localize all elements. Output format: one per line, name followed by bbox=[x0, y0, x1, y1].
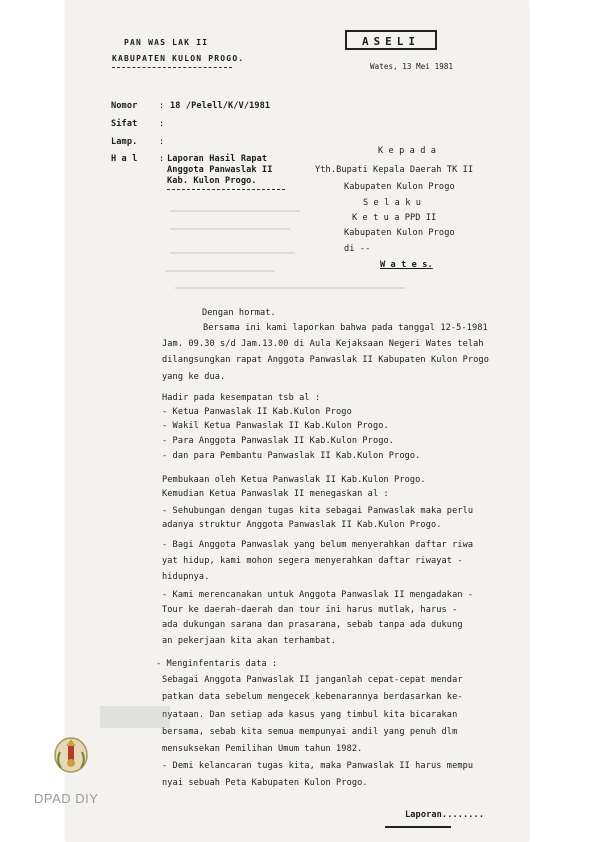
hadir-item: - dan para Pembantu Panwaslak II Kab.Kulon Progo. bbox=[162, 451, 421, 461]
point-line: hidupnya. bbox=[162, 572, 210, 582]
page-bottom-rule bbox=[385, 826, 451, 828]
point-line: an pekerjaan kita akan terhambat. bbox=[162, 636, 337, 646]
point-line: - Sehubungan dengan tugas kita sebagai Panwaslak maka perlu bbox=[162, 506, 474, 516]
inventaris-line: bersama, sebab kita semua mempunyai andil yang penuh dlm bbox=[162, 727, 458, 737]
inventaris-line: mensuksekan Pemilihan Umum tahun 1982. bbox=[162, 744, 363, 754]
inventaris-line: nyai sebuah Peta Kabupaten Kulon Progo. bbox=[162, 778, 368, 788]
intro-line: yang ke dua. bbox=[162, 372, 226, 382]
pembukaan-line: Pembukaan oleh Ketua Panwaslak II Kab.Kulon Progo. bbox=[162, 475, 426, 485]
addressee-line: K e t u a PPD II bbox=[352, 213, 437, 223]
archive-watermark: DPAD DIY bbox=[34, 791, 99, 806]
point-line: yat hidup, kami mohon segera menyerahkan daftar riwayat - bbox=[162, 556, 463, 566]
org-line-2: KABUPATEN KULON PROGO. bbox=[112, 54, 245, 63]
inventaris-heading: - Menginfentaris data : bbox=[156, 659, 278, 669]
point-line: ada dukungan sarana dan prasarana, sebab tanpa ada dukung bbox=[162, 620, 463, 630]
hadir-item: - Ketua Panwaslak II Kab.Kulon Progo bbox=[162, 407, 352, 417]
kepada-label: K e p a d a bbox=[378, 146, 437, 156]
hal-line: Anggota Panwaslak II bbox=[167, 165, 273, 175]
hadir-item: - Wakil Ketua Panwaslak II Kab.Kulon Progo. bbox=[162, 421, 389, 431]
point-line: Tour ke daerah-daerah dan tour ini harus mutlak, harus - bbox=[162, 605, 458, 615]
bleed-through-mark bbox=[165, 270, 275, 272]
archive-stamp-smudge bbox=[100, 706, 170, 728]
sifat-colon: : bbox=[159, 119, 165, 129]
addressee-line: Kabupaten Kulon Progo bbox=[344, 182, 455, 192]
bleed-through-mark bbox=[175, 287, 405, 289]
addressee-line: di -- bbox=[344, 244, 371, 254]
salutation: Dengan hormat. bbox=[202, 308, 276, 318]
addressee-line: Kabupaten Kulon Progo bbox=[344, 228, 455, 238]
bleed-through-mark bbox=[170, 210, 300, 212]
intro-line: dilangsungkan rapat Anggota Panwaslak II Kabupaten Kulon Progo bbox=[162, 355, 489, 365]
lamp-colon: : bbox=[159, 137, 165, 147]
hal-underline bbox=[167, 189, 285, 190]
intro-line: Bersama ini kami laporkan bahwa pada tanggal 12-5-1981 bbox=[203, 323, 488, 333]
inventaris-line: nyataan. Dan setiap ada kasus yang timbul kita bicarakan bbox=[162, 710, 458, 720]
bleed-through-mark bbox=[170, 252, 295, 254]
sifat-label: Sifat bbox=[111, 119, 138, 129]
nomor-value: 18 /Pelell/K/V/1981 bbox=[170, 101, 271, 111]
selaku-label: S e l a k u bbox=[363, 198, 422, 208]
hadir-heading: Hadir pada kesempatan tsb al : bbox=[162, 393, 321, 403]
nomor-label: Nomor bbox=[111, 101, 138, 111]
point-line: - Kami merencanakan untuk Anggota Panwaslak II mengadakan - bbox=[162, 590, 474, 600]
inventaris-line: - Demi kelancaran tugas kita, maka Panwaslak II harus mempu bbox=[162, 761, 474, 771]
intro-line: Jam. 09.30 s/d Jam.13.00 di Aula Kejaksaan Negeri Wates telah bbox=[162, 339, 484, 349]
continuation-mark: Laporan........ bbox=[405, 810, 485, 820]
header-underline bbox=[112, 67, 232, 68]
bleed-through-mark bbox=[170, 228, 290, 230]
aseli-stamp: ASELI bbox=[345, 30, 437, 50]
addressee-city: W a t e s. bbox=[380, 260, 433, 270]
hal-colon: : bbox=[159, 154, 165, 164]
point-line: - Bagi Anggota Panwaslak yang belum menyerahkan daftar riwa bbox=[162, 540, 474, 550]
lamp-label: Lamp. bbox=[111, 137, 138, 147]
org-line-1: PAN WAS LAK II bbox=[124, 38, 209, 47]
inventaris-line: Sebagai Anggota Panwaslak II janganlah cepat-cepat mendar bbox=[162, 675, 463, 685]
point-line: adanya struktur Anggota Panwaslak II Kab.Kulon Progo. bbox=[162, 520, 442, 530]
archive-seal-icon bbox=[50, 730, 92, 776]
kemudian-line: Kemudian Ketua Panwaslak II menegaskan al : bbox=[162, 489, 389, 499]
letter-date: Wates, 13 Mei 1981 bbox=[370, 62, 454, 71]
hal-line: Kab. Kulon Progo. bbox=[167, 176, 257, 186]
inventaris-line: patkan data sebelum mengecek kebenarannya berdasarkan ke- bbox=[162, 692, 463, 702]
hadir-item: - Para Anggota Panwaslak II Kab.Kulon Progo. bbox=[162, 436, 395, 446]
hal-line: Laporan Hasil Rapat bbox=[167, 154, 268, 164]
nomor-colon: : bbox=[159, 101, 165, 111]
addressee-line: Yth.Bupati Kepala Daerah TK II bbox=[315, 165, 474, 175]
hal-label: H a l bbox=[111, 154, 138, 164]
